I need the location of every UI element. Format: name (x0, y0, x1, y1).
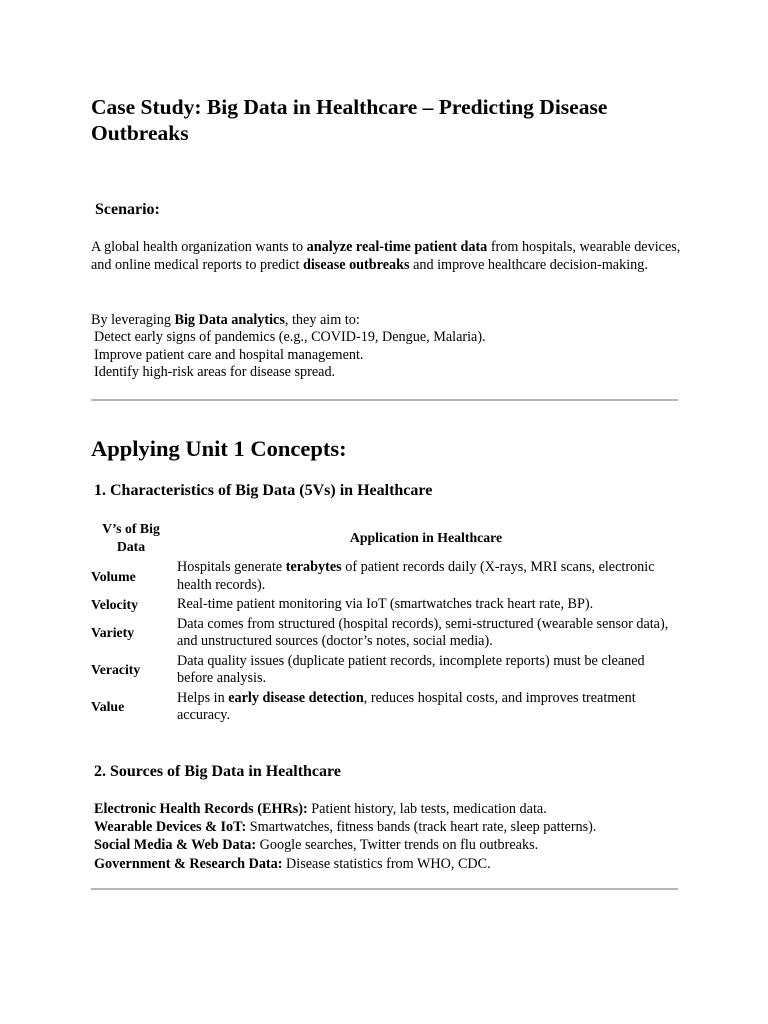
bold-run: analyze real-time patient data (306, 239, 488, 255)
text-run: Data quality issues (duplicate patient records, incomplete reports) must be cleaned before analysis. (177, 652, 645, 686)
text-run: A global health organization wants to (91, 239, 307, 255)
text-run: Hospitals generate (177, 559, 286, 575)
bold-run: Big Data analytics (174, 312, 285, 328)
aims-list (94, 329, 486, 382)
table-row (91, 558, 681, 595)
v-application (174, 652, 681, 689)
list-item (94, 818, 596, 836)
list-item: Identify high-risk areas for disease spread. (94, 364, 336, 381)
v-name: Value (91, 699, 125, 715)
source-label: Social Media & Web Data: (94, 837, 257, 854)
v-application (174, 615, 681, 652)
source-text: Disease statistics from WHO, CDC. (282, 855, 491, 872)
v-name: Velocity (91, 597, 139, 612)
v-name: Veracity (91, 662, 141, 678)
v-application (174, 595, 681, 615)
table-row (91, 652, 681, 689)
source-text: Patient history, lab tests, medication data. (307, 801, 547, 817)
column-header: Application in Healthcare (349, 529, 503, 545)
bold-run: disease outbreaks (302, 257, 410, 273)
subsection-heading-sources: 2. Sources of Big Data in Healthcare (94, 763, 341, 780)
source-text: Google searches, Twitter trends on flu outbreaks. (256, 837, 539, 854)
text-run: , they aim to: (284, 312, 360, 328)
sources-list (94, 800, 596, 873)
v-name: Volume (91, 568, 136, 584)
column-header: V’s of Big Data (102, 521, 160, 554)
source-text: Smartwatches, fitness bands (track heart rate, sleep patterns). (246, 819, 597, 836)
table-header-row (91, 518, 681, 558)
source-label: Electronic Health Records (EHRs): (94, 801, 308, 817)
source-label: Wearable Devices & IoT: (94, 819, 247, 836)
page-title: Case Study: Big Data in Healthcare – Predicting Disease Outbreaks (91, 95, 608, 145)
v-name: Variety (91, 625, 135, 641)
list-item (94, 855, 596, 873)
subsection-heading-5vs: 1. Characteristics of Big Data (5Vs) in Healthcare (94, 482, 433, 499)
divider (91, 888, 678, 890)
five-vs-table (91, 518, 681, 726)
text-run: from hospitals, wearable devices, and online medical reports to predict (91, 239, 681, 273)
list-item: Improve patient care and hospital management. (94, 346, 364, 363)
v-application (174, 689, 681, 726)
source-label: Government & Research Data: (94, 855, 283, 872)
list-item (94, 836, 596, 854)
table-row (91, 689, 681, 726)
text-run: of patient records daily (X-rays, MRI scans, electronic health records). (177, 559, 655, 593)
scenario-paragraph (91, 238, 681, 274)
table-row (91, 595, 681, 615)
aims-intro (91, 311, 681, 329)
divider (91, 399, 678, 401)
v-application (174, 558, 681, 595)
text-run: By leveraging (91, 312, 175, 328)
list-item (94, 800, 596, 818)
bold-run: terabytes (285, 559, 342, 575)
text-run: , reduces hospital costs, and improves treatment accuracy. (177, 689, 636, 723)
text-run: Helps in (177, 689, 229, 706)
table-row (91, 615, 681, 652)
section-heading: Applying Unit 1 Concepts: (91, 436, 347, 461)
text-run: Data comes from structured (hospital records), semi-structured (wearable sensor data), and unstructured sources (doctor’s notes, social media). (177, 615, 669, 649)
list-item: Detect early signs of pandemics (e.g., COVID-19, Dengue, Malaria). (94, 329, 486, 345)
text-run: Real-time patient monitoring via IoT (smartwatches track heart rate, BP). (177, 596, 594, 612)
text-run: and improve healthcare decision-making. (409, 257, 648, 273)
bold-run: early disease detection (228, 689, 364, 706)
scenario-heading: Scenario: (95, 201, 160, 218)
